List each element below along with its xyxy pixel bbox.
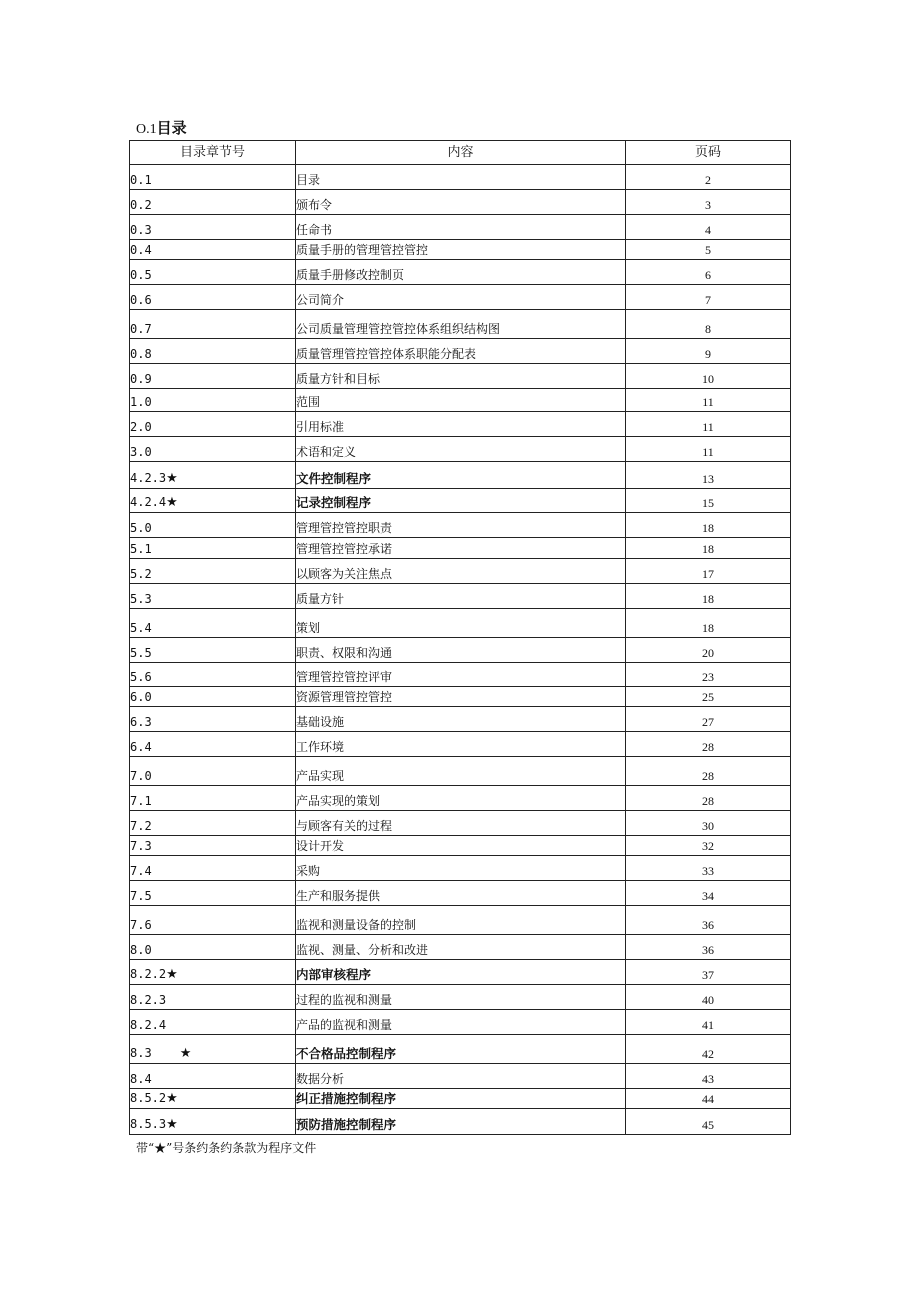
toc-section-number: [130, 687, 296, 707]
toc-row: [130, 1035, 791, 1064]
toc-entry-title: 工作环境: [296, 732, 626, 757]
toc-section-number: [130, 1089, 296, 1109]
section-number-text: 7.2: [130, 819, 152, 833]
section-number-text: 5.6: [130, 670, 152, 684]
toc-page-number: 32: [626, 836, 791, 856]
section-number-text: 7.3: [130, 839, 152, 853]
star-icon: ★: [166, 1091, 178, 1106]
section-number-text: 5.5: [130, 646, 152, 660]
toc-page-number: 28: [626, 786, 791, 811]
toc-entry-title: 职责、权限和沟通: [296, 638, 626, 663]
toc-section-number: [130, 584, 296, 609]
toc-section-number: [130, 836, 296, 856]
toc-row: [130, 935, 791, 960]
toc-page-number: 18: [626, 538, 791, 559]
section-number-text: 0.8: [130, 347, 152, 361]
toc-page-number: 11: [626, 389, 791, 412]
toc-entry-title: 过程的监视和测量: [296, 985, 626, 1010]
toc-entry-title: 公司质量管理管控管控体系组织结构图: [296, 310, 626, 339]
toc-entry-title: 预防措施控制程序: [296, 1109, 626, 1135]
toc-section-number: [130, 811, 296, 836]
toc-row: [130, 856, 791, 881]
toc-section-number: [130, 559, 296, 584]
toc-section-number: [130, 190, 296, 215]
toc-row: [130, 489, 791, 513]
star-icon: ★: [179, 1046, 192, 1061]
toc-page-number: 17: [626, 559, 791, 584]
section-number-text: 8.5.3: [130, 1117, 167, 1131]
toc-row: [130, 584, 791, 609]
toc-entry-title: 范围: [296, 389, 626, 412]
toc-entry-title: 术语和定义: [296, 437, 626, 462]
toc-row: [130, 364, 791, 389]
section-number-text: 0.2: [130, 198, 152, 212]
toc-entry-title: 质量手册修改控制页: [296, 260, 626, 285]
toc-row: [130, 412, 791, 437]
section-number-text: 8.2.2: [130, 967, 167, 981]
toc-entry-title: 纠正措施控制程序: [296, 1089, 626, 1109]
toc-row: [130, 538, 791, 559]
toc-page-number: 6: [626, 260, 791, 285]
toc-entry-title: 监视和测量设备的控制: [296, 906, 626, 935]
toc-page-number: 5: [626, 240, 791, 260]
toc-body: [130, 165, 791, 1135]
star-icon: ★: [166, 967, 178, 982]
toc-page-number: 7: [626, 285, 791, 310]
toc-entry-title: 引用标准: [296, 412, 626, 437]
section-number-text: 7.6: [130, 918, 152, 932]
section-number-text: 8.5.2: [130, 1091, 167, 1105]
toc-entry-title: 生产和服务提供: [296, 881, 626, 906]
toc-page-number: 40: [626, 985, 791, 1010]
toc-row: [130, 638, 791, 663]
toc-section-number: [130, 364, 296, 389]
section-number-text: 7.4: [130, 864, 152, 878]
toc-entry-title: 记录控制程序: [296, 489, 626, 513]
section-number-text: 7.5: [130, 889, 152, 903]
toc-section-number: [130, 638, 296, 663]
toc-page-number: 45: [626, 1109, 791, 1135]
section-number-text: 0.3: [130, 223, 152, 237]
toc-row: [130, 707, 791, 732]
toc-page-number: 11: [626, 437, 791, 462]
toc-row: [130, 732, 791, 757]
section-number-text: 5.3: [130, 592, 152, 606]
toc-row: [130, 559, 791, 584]
section-number-text: 8.2.3: [130, 993, 167, 1007]
toc-section-number: [130, 935, 296, 960]
toc-page-number: 18: [626, 584, 791, 609]
toc-section-number: [130, 389, 296, 412]
section-number-text: 5.4: [130, 621, 152, 635]
toc-row: [130, 165, 791, 190]
toc-page-number: 44: [626, 1089, 791, 1109]
toc-entry-title: 基础设施: [296, 707, 626, 732]
section-number-text: 0.4: [130, 243, 152, 257]
toc-entry-title: 与顾客有关的过程: [296, 811, 626, 836]
page-title: [136, 118, 187, 140]
toc-section-number: [130, 707, 296, 732]
toc-entry-title: 以顾客为关注焦点: [296, 559, 626, 584]
section-number-text: 7.0: [130, 769, 152, 783]
toc-row: [130, 240, 791, 260]
toc-section-number: [130, 260, 296, 285]
toc-row: [130, 836, 791, 856]
toc-section-number: [130, 1010, 296, 1035]
section-number-text: 5.0: [130, 521, 152, 535]
toc-section-number: [130, 757, 296, 786]
toc-entry-title: 产品实现: [296, 757, 626, 786]
toc-entry-title: 产品的监视和测量: [296, 1010, 626, 1035]
toc-entry-title: 不合格品控制程序: [296, 1035, 626, 1064]
section-number-text: 5.1: [130, 542, 152, 556]
toc-entry-title: 设计开发: [296, 836, 626, 856]
toc-entry-title: 质量手册的管理管控管控: [296, 240, 626, 260]
toc-page-number: 41: [626, 1010, 791, 1035]
header-page: 页码: [626, 141, 791, 165]
toc-entry-title: 质量方针: [296, 584, 626, 609]
toc-row: [130, 906, 791, 935]
toc-row: [130, 687, 791, 707]
section-number-text: 0.9: [130, 372, 152, 386]
toc-section-number: [130, 1035, 296, 1064]
toc-row: [130, 985, 791, 1010]
toc-entry-title: 管理管控管控承诺: [296, 538, 626, 559]
toc-entry-title: 管理管控管控职责: [296, 513, 626, 538]
toc-entry-title: 策划: [296, 609, 626, 638]
section-number-text: 0.5: [130, 268, 152, 282]
toc-row: [130, 310, 791, 339]
toc-entry-title: 数据分析: [296, 1064, 626, 1089]
toc-entry-title: 目录: [296, 165, 626, 190]
toc-row: [130, 811, 791, 836]
toc-page-number: 18: [626, 513, 791, 538]
toc-row: [130, 881, 791, 906]
toc-section-number: [130, 437, 296, 462]
toc-page-number: 9: [626, 339, 791, 364]
toc-row: [130, 215, 791, 240]
toc-page-number: 3: [626, 190, 791, 215]
toc-section-number: [130, 1109, 296, 1135]
toc-entry-title: 质量管理管控管控体系职能分配表: [296, 339, 626, 364]
toc-entry-title: 颁布令: [296, 190, 626, 215]
toc-section-number: [130, 310, 296, 339]
section-number-text: 6.4: [130, 740, 152, 754]
toc-entry-title: 文件控制程序: [296, 462, 626, 489]
section-number-text: 6.3: [130, 715, 152, 729]
toc-row: [130, 1109, 791, 1135]
toc-entry-title: 质量方针和目标: [296, 364, 626, 389]
toc-row: [130, 1010, 791, 1035]
section-number-text: 6.0: [130, 690, 152, 704]
section-number-text: 7.1: [130, 794, 152, 808]
toc-page-number: 4: [626, 215, 791, 240]
toc-row: [130, 339, 791, 364]
toc-page-number: 23: [626, 663, 791, 687]
toc-section-number: [130, 240, 296, 260]
toc-section-number: [130, 960, 296, 985]
toc-section-number: [130, 881, 296, 906]
toc-section-number: [130, 856, 296, 881]
toc-section-number: [130, 1064, 296, 1089]
toc-page-number: 8: [626, 310, 791, 339]
toc-page-number: 25: [626, 687, 791, 707]
toc-entry-title: 采购: [296, 856, 626, 881]
footnote: 带“★”号条约条约条款为程序文件: [136, 1141, 317, 1155]
toc-section-number: [130, 285, 296, 310]
section-number-text: 0.1: [130, 173, 152, 187]
section-number-text: 1.0: [130, 395, 152, 409]
section-number-text: 5.2: [130, 567, 152, 581]
toc-entry-title: 公司简介: [296, 285, 626, 310]
toc-section-number: [130, 462, 296, 489]
toc-section-number: [130, 215, 296, 240]
page-title-text: 目录: [156, 119, 187, 137]
section-number-text: 8.3: [130, 1046, 152, 1060]
toc-section-number: [130, 663, 296, 687]
section-number-text: 2.0: [130, 420, 152, 434]
toc-section-number: [130, 513, 296, 538]
page-title-number: O.1: [136, 122, 157, 137]
toc-row: [130, 757, 791, 786]
section-number-text: 4.2.4: [130, 495, 167, 509]
toc-header-row: [130, 141, 791, 165]
toc-entry-title: 产品实现的策划: [296, 786, 626, 811]
toc-row: [130, 1089, 791, 1109]
toc-page-number: 28: [626, 757, 791, 786]
toc-entry-title: 监视、测量、分析和改进: [296, 935, 626, 960]
toc-page-number: 36: [626, 906, 791, 935]
toc-entry-title: 任命书: [296, 215, 626, 240]
toc-entry-title: 内部审核程序: [296, 960, 626, 985]
toc-page-number: 15: [626, 489, 791, 513]
toc-section-number: [130, 732, 296, 757]
toc-page-number: 28: [626, 732, 791, 757]
toc-row: [130, 786, 791, 811]
toc-section-number: [130, 412, 296, 437]
toc-section-number: [130, 786, 296, 811]
toc-entry-title: 资源管理管控管控: [296, 687, 626, 707]
toc-row: [130, 1064, 791, 1089]
toc-section-number: [130, 538, 296, 559]
toc-page-number: 42: [626, 1035, 791, 1064]
toc-page-number: 11: [626, 412, 791, 437]
section-number-text: 8.2.4: [130, 1018, 167, 1032]
toc-section-number: [130, 906, 296, 935]
toc-page-number: 13: [626, 462, 791, 489]
toc-page-number: 2: [626, 165, 791, 190]
toc-page-number: 18: [626, 609, 791, 638]
header-content: 内容: [296, 141, 626, 165]
toc-row: [130, 960, 791, 985]
toc-row: [130, 389, 791, 412]
star-icon: ★: [166, 1117, 178, 1132]
section-number-text: 0.6: [130, 293, 152, 307]
section-number-text: 8.4: [130, 1072, 152, 1086]
toc-row: [130, 609, 791, 638]
toc-page-number: 34: [626, 881, 791, 906]
toc-page-number: 30: [626, 811, 791, 836]
toc-row: [130, 190, 791, 215]
section-number-text: 8.0: [130, 943, 152, 957]
section-number-text: 4.2.3: [130, 471, 167, 485]
toc-section-number: [130, 489, 296, 513]
toc-row: [130, 260, 791, 285]
toc-page-number: 37: [626, 960, 791, 985]
toc-page-number: 27: [626, 707, 791, 732]
toc-row: [130, 663, 791, 687]
toc-section-number: [130, 165, 296, 190]
toc-row: [130, 462, 791, 489]
toc-section-number: [130, 985, 296, 1010]
toc-row: [130, 437, 791, 462]
toc-page-number: 10: [626, 364, 791, 389]
toc-page-number: 33: [626, 856, 791, 881]
star-icon: ★: [166, 495, 178, 510]
star-icon: ★: [166, 471, 178, 486]
toc-page-number: 43: [626, 1064, 791, 1089]
toc-entry-title: 管理管控管控评审: [296, 663, 626, 687]
toc-section-number: [130, 609, 296, 638]
toc-row: [130, 513, 791, 538]
section-number-text: 0.7: [130, 322, 152, 336]
section-number-text: 3.0: [130, 445, 152, 459]
toc-page-number: 36: [626, 935, 791, 960]
toc-page-number: 20: [626, 638, 791, 663]
toc-row: [130, 285, 791, 310]
header-section: 目录章节号: [130, 141, 296, 165]
toc-section-number: [130, 339, 296, 364]
toc-table: [129, 140, 791, 1135]
